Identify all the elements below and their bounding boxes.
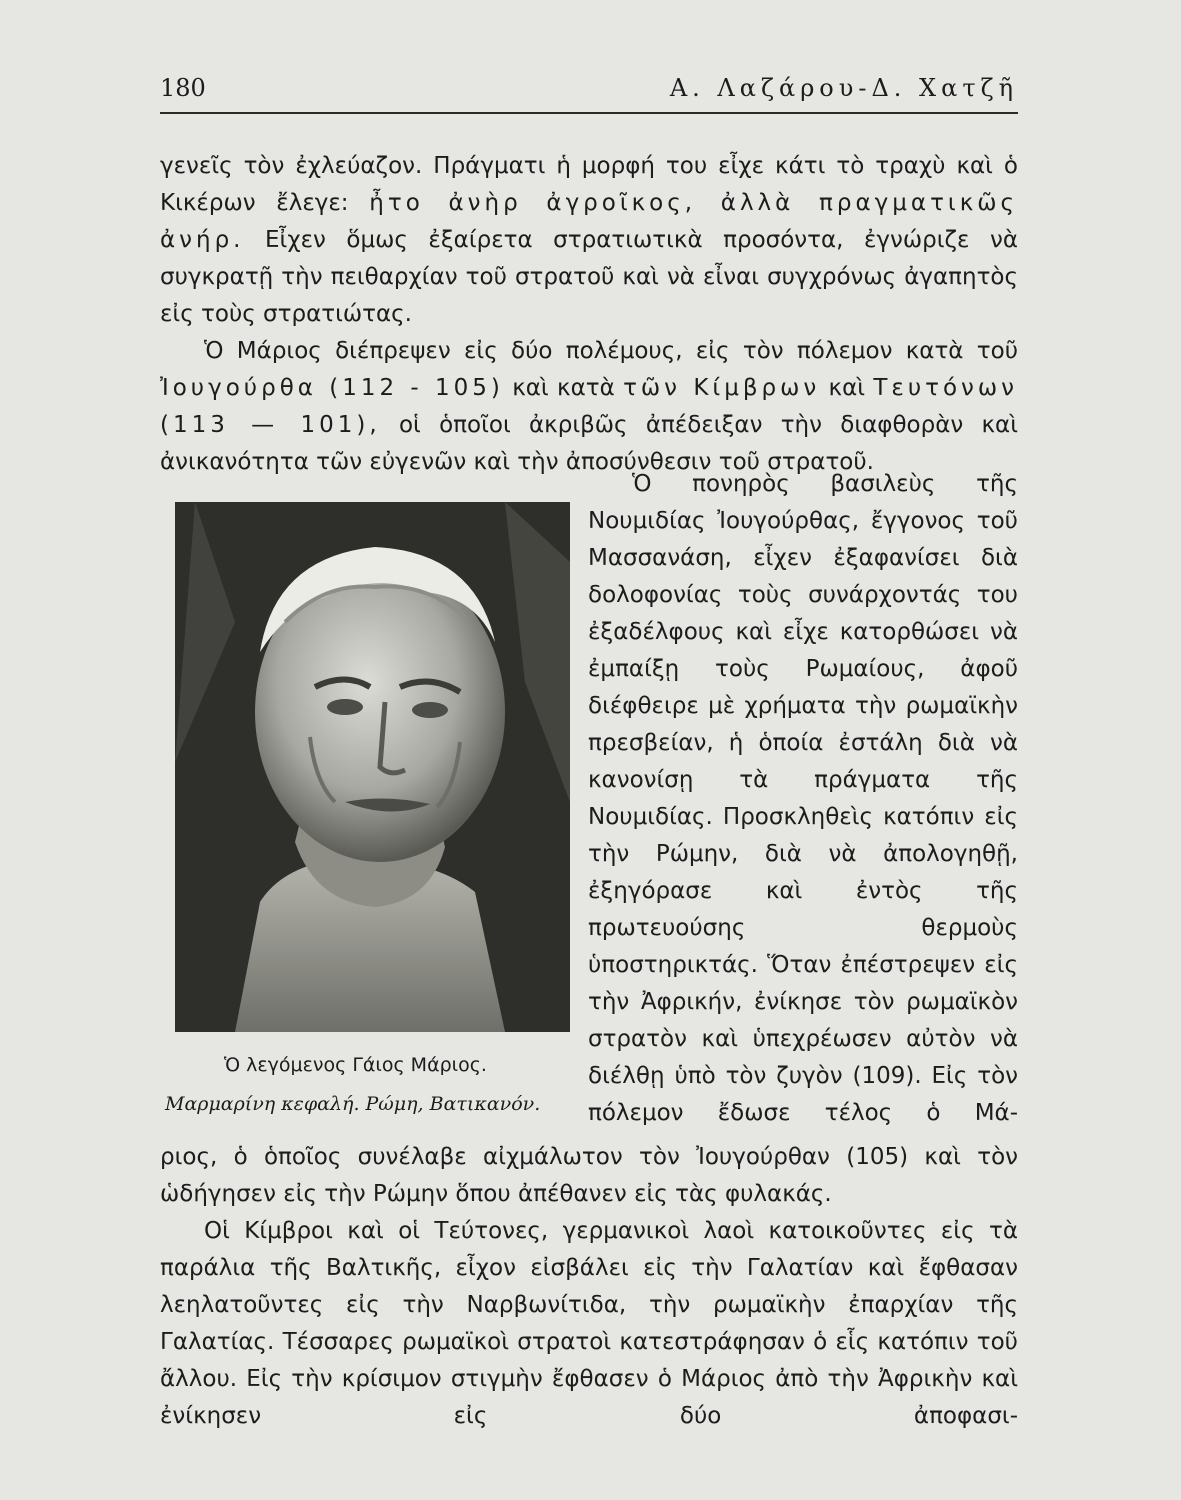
paragraph-3-side-column: Ὁ πονηρὸς βασιλεὺς τῆς Νουμιδίας Ἰουγούρθας, ἔγγονος τοῦ Μασσανάση, εἶχεν ἐξαφανίσει διὰ δολοφονίας τοὺς συνάρχοντάς του ἐξαδέλφους καὶ εἶχε κατορθώσει νὰ ἐμπαίξῃ τοὺς Ρωμαίους, ἀφοῦ διέφθειρε μὲ χρήματα τὴν ρωμαϊκὴν πρεσβείαν, ἡ ὁποία ἐστάλη διὰ νὰ κανονίσῃ τὰ πράγματα τῆς Νουμιδίας. Προσκληθεὶς κατόπιν εἰς τὴν Ρώμην, διὰ νὰ ἀπολογηθῇ, ἐξηγόρασε καὶ ἐντὸς τῆς πρωτευούσης θερμοὺς ὑποστηρικτάς. Ὅταν ἐπέστρεψεν εἰς τὴν Ἀφρικήν, ἐνίκησε τὸν ρωμαϊκὸν στρατὸν καὶ ὑπεχρέωσεν αὐτὸν νὰ διέλθῃ ὑπὸ τὸν ζυγὸν (109). Εἰς τὸν πόλεμον ἔδωσε τέλος ὁ Μά- <box>588 471 1018 1126</box>
figure-caption-title: Ὁ λεγόμενος Γάιος Μάριος. <box>224 1054 487 1076</box>
paragraph-1 <box>160 148 1018 333</box>
paragraph-1-text-c: Εἶχεν ὅμως ἐξαίρετα στρατιωτικὰ προσόντα, ἐγνώριζε νὰ συγκρατῇ τὴν πειθαρχίαν τοῦ στρατοῦ καὶ νὰ εἶναι συγχρόνως ἀγαπητὸς εἰς τοὺς στρατιώτας. <box>160 227 1018 327</box>
paragraph-2-text-e: καὶ <box>820 375 874 401</box>
paragraph-2-text-c: καὶ κατὰ <box>503 375 624 401</box>
spaced-cimbri: τῶν Κίμβρων <box>623 375 821 401</box>
marius-bust-image <box>175 502 570 1032</box>
paragraph-2-text-a: Ὁ Μάριος διέπρεψεν εἰς δύο πολέμους, εἰς τὸν πόλεμον κατὰ τοῦ <box>204 338 1018 364</box>
spaced-quote: ἦτο ἀνὴρ ἀγροῖκος, ἀλλὰ πραγματικῶς ἀνήρ. <box>160 190 1019 253</box>
bust-photograph <box>175 502 570 1032</box>
page-number: 180 <box>160 74 206 102</box>
header-rule <box>160 112 1018 114</box>
paragraph-3-continuation: ριος, ὁ ὁποῖος συνέλαβε αἰχμάλωτον τὸν Ἰουγούρθαν (105) καὶ τὸν ὡδήγησεν εἰς τὴν Ρώμην ὅπου ἀπέθανεν εἰς τὰς φυλακάς. <box>160 1144 1018 1207</box>
paragraph-1-text-a: γενεῖς τὸν ἐχλεύαζον. Πράγματι ἡ μορφή του εἶχε κάτι τὸ τραχὺ καὶ ὁ Κικέρων ἔλεγε: <box>160 153 1018 216</box>
paragraph-2 <box>160 333 1018 481</box>
running-title: Α. Λαζάρου-Δ. Χατζῆ <box>669 74 1018 102</box>
paragraph-2-text-g: οἱ ὁποῖοι ἀκριβῶς ἀπέδειξαν τὴν διαφθορὰν καὶ ἀνικανότητα τῶν εὐγενῶν καὶ τὴν ἀποσύνθεσιν τοῦ στρατοῦ. <box>160 412 1019 475</box>
spaced-teutones-dates: Τευτόνων (113 — 101), <box>160 375 1019 438</box>
figure-caption-detail: Μαρμαρίνη κεφαλή. Ρώμη, Βατικανόν. <box>165 1093 541 1115</box>
running-header <box>160 74 1018 110</box>
paragraph-4: Οἱ Κίμβροι καὶ οἱ Τεύτονες, γερμανικοὶ λαοὶ κατοικοῦντες εἰς τὰ παράλια τῆς Βαλτικῆς, εἶχον εἰσβάλει εἰς τὴν Γαλατίαν καὶ ἔφθασαν λεηλατοῦντες εἰς τὴν Ναρβωνίτιδα, τὴν ρωμαϊκὴν ἐπαρχίαν τῆς Γαλατίας. Τέσσαρες ρωμαϊκοὶ στρατοὶ κατεστράφησαν ὁ εἷς κατόπιν τοῦ ἄλλου. Εἰς τὴν κρίσιμον στιγμὴν ἔφθασεν ὁ Μάριος ἀπὸ τὴν Ἀφρικὴν καὶ ἐνίκησεν εἰς δύο ἀποφασι- <box>160 1218 1018 1429</box>
spaced-jugurtha-dates: Ἰουγούρθα (112 - 105) <box>160 375 504 401</box>
